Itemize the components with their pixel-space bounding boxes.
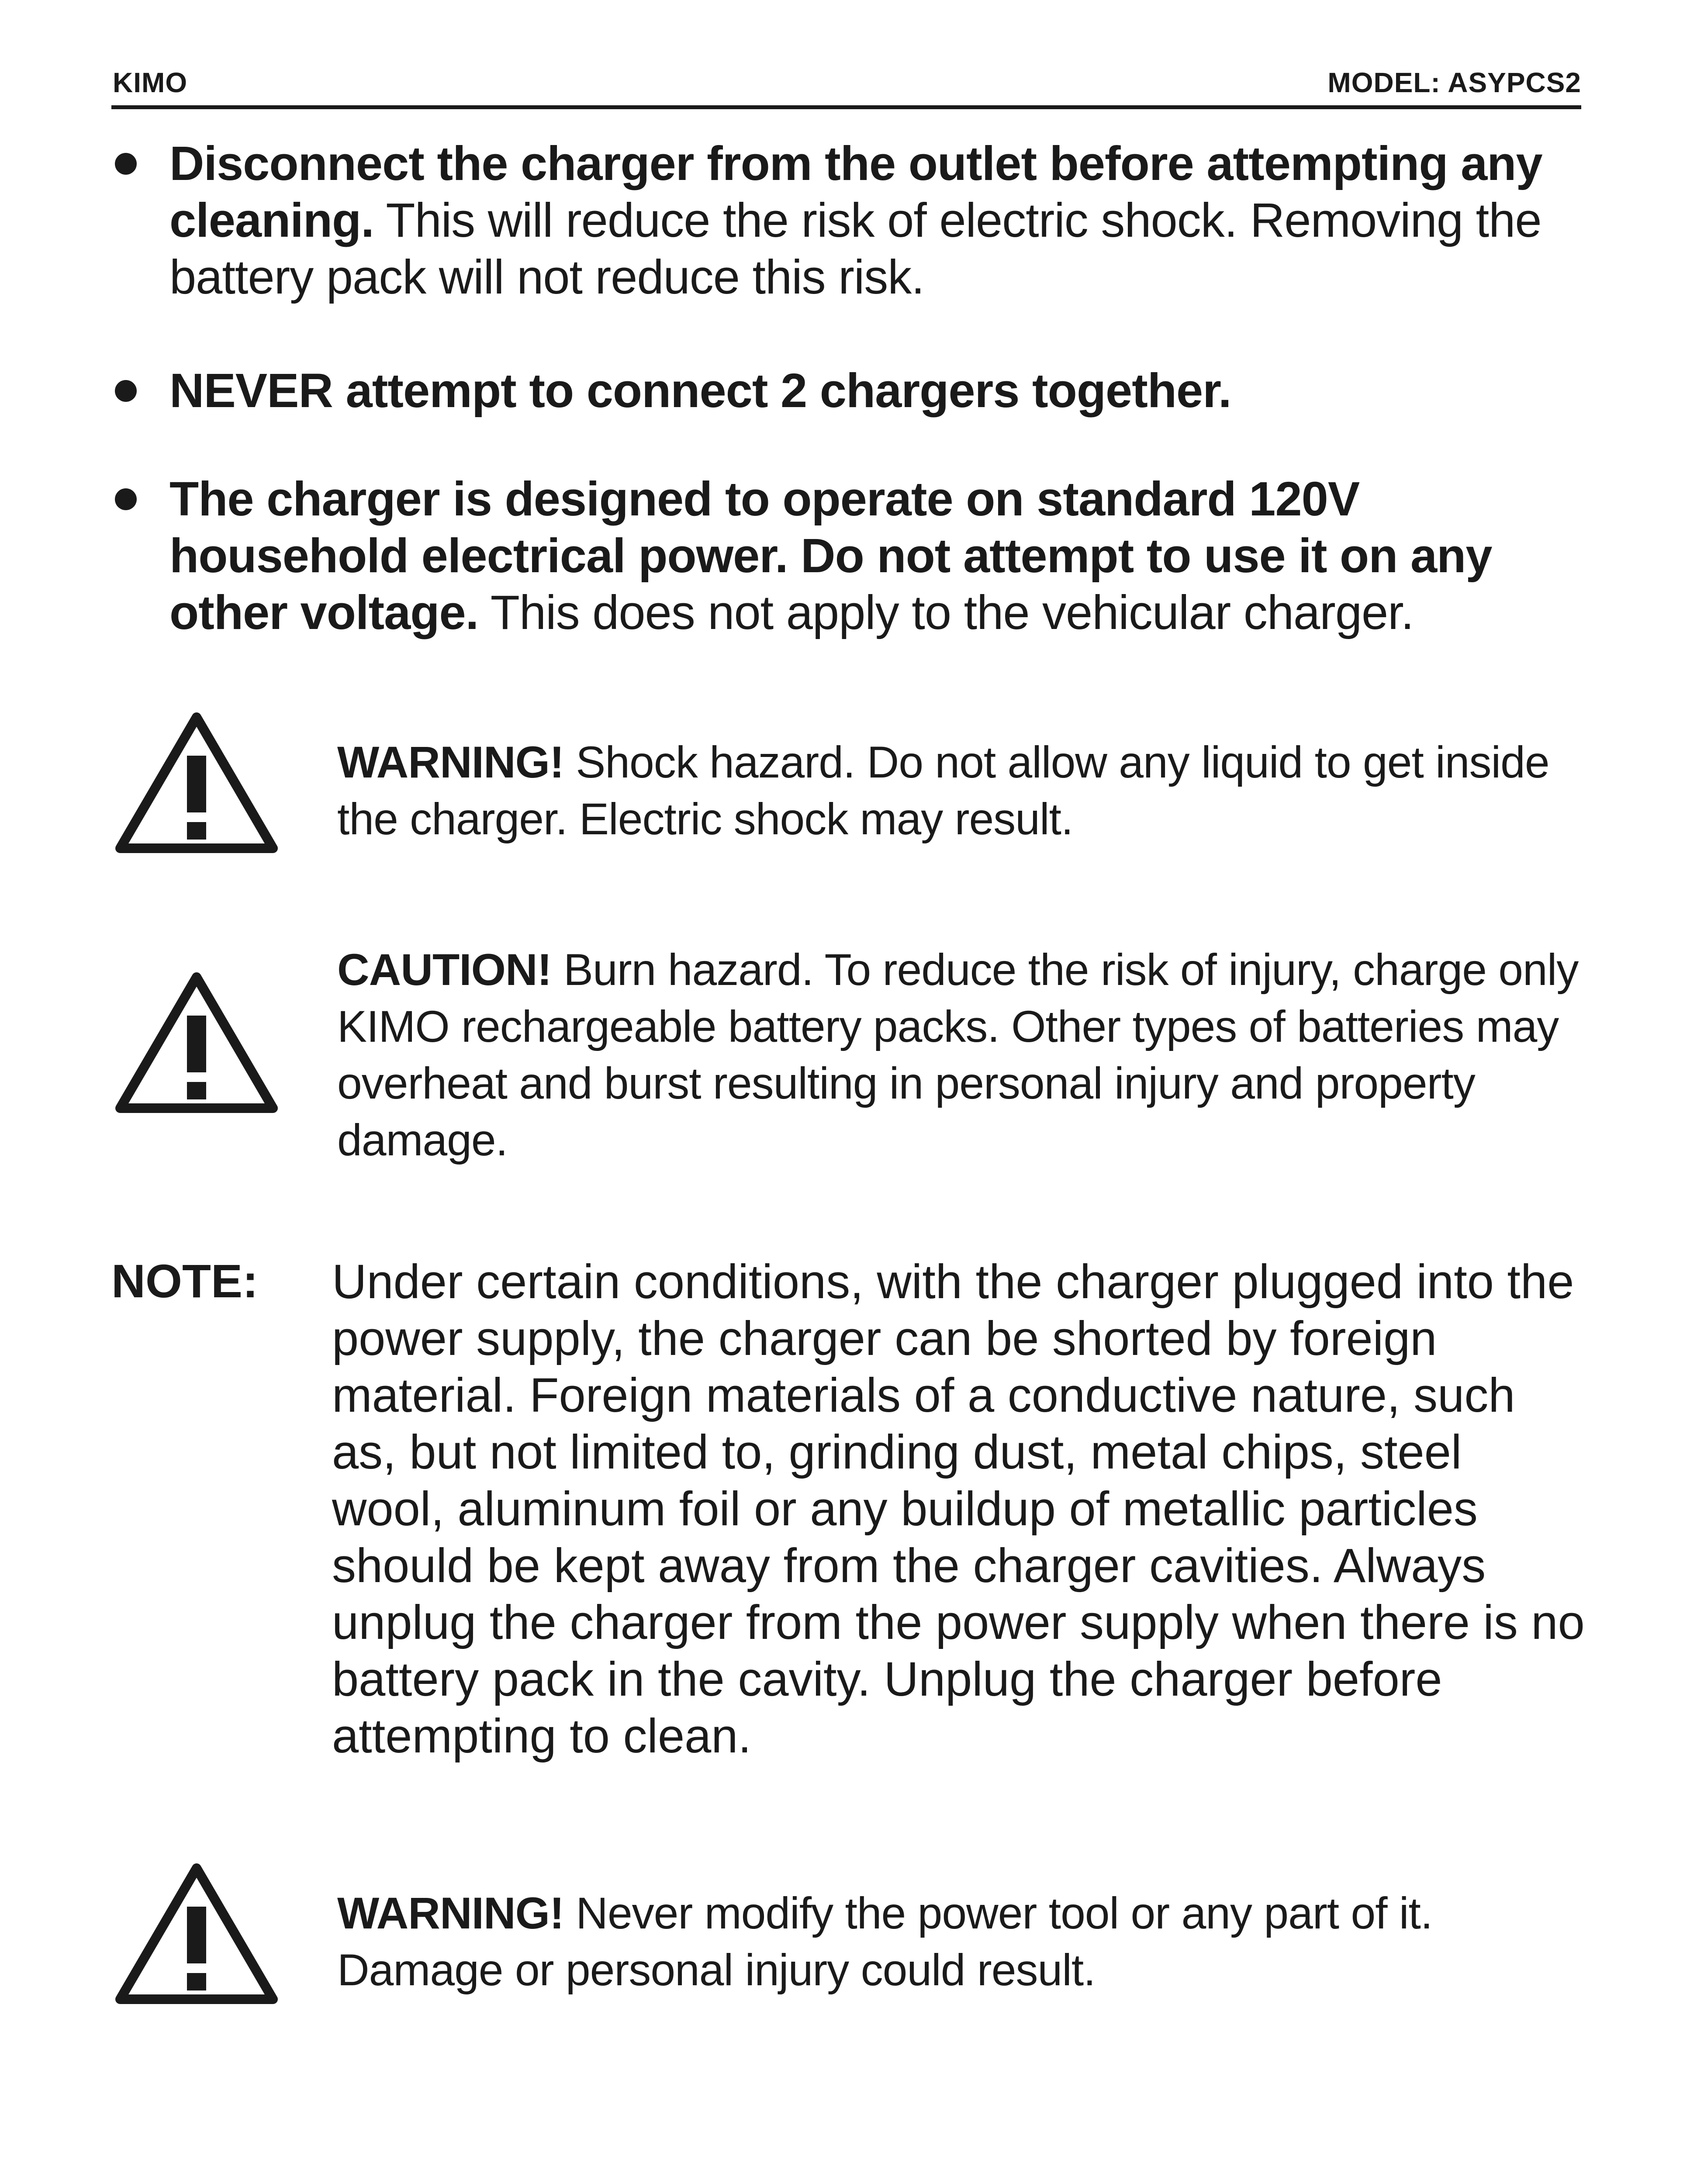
warning-triangle-icon [111, 968, 282, 1116]
bullet-text [169, 471, 1598, 641]
warning-body: Shock hazard. Do not allow any liquid to get inside the charger. Electric shock may result. [337, 737, 1549, 844]
warning-triangle-icon [111, 1859, 282, 2007]
warning-body: Never modify the power tool or any part of it. Damage or personal injury could result. [337, 1888, 1433, 1995]
bullet-dot-icon [115, 153, 137, 175]
warning-triangle-icon [111, 708, 282, 856]
caution-body: Burn hazard. To reduce the risk of injury, charge only KIMO rechargeable battery packs. Other types of batteries may overheat and burst resulting in personal injury and property damage. [337, 945, 1579, 1165]
warning-label: WARNING! [337, 737, 564, 787]
bullet-body-text: This does not apply to the vehicular charger. [478, 586, 1414, 639]
warning-text [337, 1885, 1600, 1998]
page-header [111, 66, 1581, 109]
bullet-text [169, 363, 1598, 419]
caution-text [337, 941, 1600, 1168]
bullet-bold-text: Disconnect the charger from the outlet before attempting any cleaning. [169, 137, 1542, 247]
bullet-bold-text: NEVER attempt to connect 2 chargers together. [169, 364, 1231, 418]
bullet-dot-icon [115, 380, 137, 402]
warning-label: WARNING! [337, 1888, 564, 1938]
bullet-text [169, 135, 1598, 306]
note-text: Under certain conditions, with the charger plugged into the power supply, the charger can be shorted by foreign material. Foreign materials of a conductive nature, such as, but not limited to, grinding dust, metal chips, steel wool, aluminum foil or any buildup of metallic particles should be kept away from the charger cavities. Always unplug the charger from the power supply when there is no battery pack in the cavity. Unplug the charger before attempting to clean. [332, 1255, 1585, 1763]
note-label: NOTE: [111, 1254, 258, 1307]
bullet-bold-text: The charger is designed to operate on standard 120V household electrical power. Do not attempt to use it on any other voltage. [169, 472, 1492, 639]
brand-name: KIMO [113, 67, 188, 98]
bullet-dot-icon [115, 488, 137, 510]
bullet-body-text: This will reduce the risk of electric shock. Removing the battery pack will not reduce this risk. [169, 194, 1541, 304]
model-number: MODEL: ASYPCS2 [1327, 67, 1581, 98]
caution-label: CAUTION! [337, 945, 552, 995]
warning-text [337, 734, 1600, 847]
